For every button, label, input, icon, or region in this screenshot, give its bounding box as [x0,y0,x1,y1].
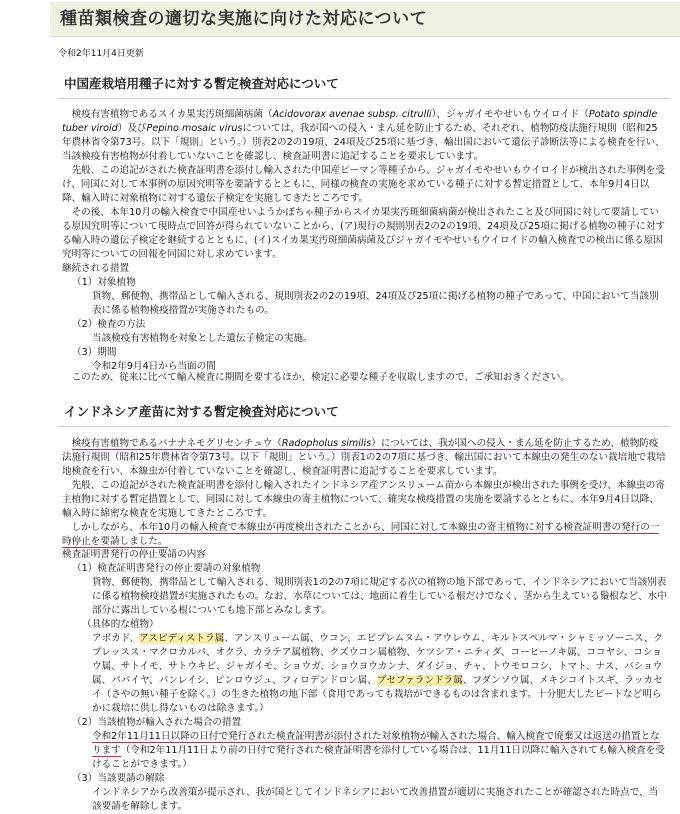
measure-1-text: 貨物、郵便物、携帯品として輸入される、規則別表2の2の19項、24項及び25項に掲げる植物の種子であって、中国において当該別表に係る植物検疫措置が実施されたもの。 [92,291,659,316]
measure-2-text: 当該検疫有害植物を対象とした遺伝子検定の実施。 [92,333,313,344]
suspension-details [62,548,667,814]
closing-text: このため、従来に比べて輸入検査に期間を要するほか、検定に必要な種子を収取しますので、ご承知おきください。 [71,372,570,383]
highlighted-plant: プセファランドラ属 [376,675,463,686]
indonesia-heading: インドネシア産苗に対する暫定検査対応について [64,404,339,419]
indonesia-para1 [62,437,667,479]
pathogen-name: Radopholus similis [281,438,372,449]
text: （令和2年11月11日より前の日付で発行された検査証明書を添付している場合は、11月11日以降に輸入されても輸入検査を受けることができます。） [92,745,665,770]
plants-subtitle: （具体的な植物） [82,619,159,630]
measure-1-title: （1）対象植物 [72,277,136,288]
text: 、植物防疫法施行規則（昭和25年農林省令第73号。以下「規則」という。）別表1の2の7項に基づき、輸出国において本線虫の発生のない栽培地で栽培地検査を行い、本線虫が付着していないことを確認し、検査証明書に追記することを要求しています。 [62,438,666,477]
text: ）、ジャガイモやせいもウイロイド（ [431,109,589,120]
indonesia-section-heading [58,404,670,427]
measure-2-title: （2）検査の方法 [72,319,146,330]
indonesia-para2: 先般、この追記がされた検査証明書を添付し輸入されたインドネシア産アンスリューム苗から本線虫が検出された事例を受け、本線虫の寄主植物に対する暫定措置として、同国に対して本線虫の寄主植物について、確実な検疫措置の実施を要請するとともに、本年9月4日以降、輸入時に綿密な検査を実施してきたところです。 [62,480,665,519]
suspension-2-title: （2）当該植物が輸入された場合の措置 [72,717,242,728]
underlined-text: 令和2年11月11日以降の日付で発行された検査証明書が添付された対象植物が輸入された場合、輸入検査で廃棄又は返送の措置となります [92,731,660,756]
china-para3: その後、本年10月の輸入検査で中国産せいようかぼちゃ種子からスイカ果実汚斑細菌病菌が検出されたこと及び同国に対して要請している原因究明等について現時点で回答が得られていないことから、(ア)現行の規則別表2の2の19項、24項及び25項に掲げる植物の種子に対する輸入時の遺伝子検定を継続するとともに、(イ)スイカ果実汚斑細菌病菌及びジャガイモやせいもウイロイドの輸入検査での検出に係る原因究明等についての回報を同国に対し求めています。 [62,207,665,260]
measures-title: 継続される措置 [62,263,130,274]
suspension-1-text: 貨物、郵便物、携帯品として輸入される、規則別表1の2の7項に規定する次の植物の地下部であって、インドネシアにおいて当該別表に係る植物検疫措置が実施されたもの。なお、水草については、地面に着生している根だけでなく、茎から生えている鬚根など、水中部分に露出している根についても地下部とみなします。 [92,577,667,616]
text: 、アンスリューム属、ウコン、エピプレムヌム・アウレウム、キルトスペルマ・シャミッソーニス、クプレッスス・マクロカルパ、オクラ、カラテア属植物、クズウコン属植物、ケツシア・ニティダ、コーヒーノキ属、ココヤシ、コショウ属、サトイモ、サトウキビ、ジャガイモ、ショウガ、ショウヨウカンナ、ダイジョ、チャ、トウモロコシ、トマト、ナス、バショウ属、パパイヤ、パンレイシ、ピンロウジュ、フィロデンドロン属、 [92,633,664,686]
indonesia-body [62,437,667,549]
measure-3-text: 令和2年9月4日から当面の間 [92,361,216,372]
china-measures [62,262,667,374]
china-para2: 先般、この追記がされた検査証明書を添付し輸入された中国産ピーマン等種子から、ジャガイモやせいもウイロイドが検出された事例を受け、同国に対して本事例の原因究明等を要請するとともに、同様の検査の実施を求めている種子に対する暫定措置として、本年9月4日以降、輸入時に対象植物に対する遺伝子検定を実施してきたところです。 [62,165,665,204]
page-title: 種苗類検査の適切な実施に向けた対応について [60,9,428,29]
suspension-1-title: （1）検査証明書発行の停止要請の対象植物 [72,563,261,574]
text: アボカド、 [92,633,140,644]
update-date: 令和2年11月4日更新 [58,49,144,59]
china-section-heading [58,76,670,99]
china-heading: 中国産栽培用種子に対する暫定検査対応について [64,76,339,91]
suspension-title: 検査証明書発行の停止要請の内容 [62,549,206,560]
text: ）については、我が国への侵入・まん延を防止するため [371,438,611,449]
text: については、我が国への侵入・まん延を防止するため、それぞれ、植物防疫法施行規則（昭和25年農林省令第73号。以下「規則」という。）別表2の2の19項、24項及び25項に基づき、輸出国において遺伝子診断法等による検査を行い、当該検疫有害植物が付着していないことを確認し、検査証明書に追記することを要求しています。 [62,123,665,162]
highlighted-plant: アスピディストラ属 [139,633,225,644]
indonesia-para3 [62,521,667,549]
measure-3-title: （3）期間 [72,347,117,358]
china-para1 [62,108,667,164]
underlined-text: 本年10月の輸入検査で本線虫が再度検出されたことから、同国に対して本線虫の寄主植物に対する検査証明書の発行の一時停止を要請しました。 [62,522,660,547]
text: しかしながら、 [71,522,139,533]
title-bar [50,2,680,37]
suspension-2-text [62,730,667,772]
suspension-3-title: （3）当該要請の解除 [72,773,165,784]
pathogen-name: Acidovorax avenae subsp. citrulli [272,109,432,120]
text: 、フダンソウ属、メキシコイトスギ、ラッカセイ（さやの無い種子を除く。）の生きた植物の地下部（食用であっても栽培ができるものは含まれます。十分肥大したビートなど明らかに栽培に供し得ないものは除きます。） [92,675,663,714]
underlined-text [72,438,611,450]
suspension-3-text: インドネシアから改善策が提示され、我が国としてインドネシアにおいて改善措置が適切に実施されたことが確認された時点で、当該要請を解除します。 [92,787,659,812]
china-body [62,108,667,262]
text: 検疫有害植物であるバナナネモグリセンチュウ（ [71,438,282,449]
text: 検疫有害植物であるスイカ果実汚斑細菌病菌（ [71,109,273,120]
china-closing [62,371,667,385]
text: ）及び [117,123,147,134]
pathogen-name: Potato spindle tuber viroid [62,109,658,134]
pathogen-name: Pepino mosaic virus [146,123,243,134]
plants-list [62,632,667,716]
